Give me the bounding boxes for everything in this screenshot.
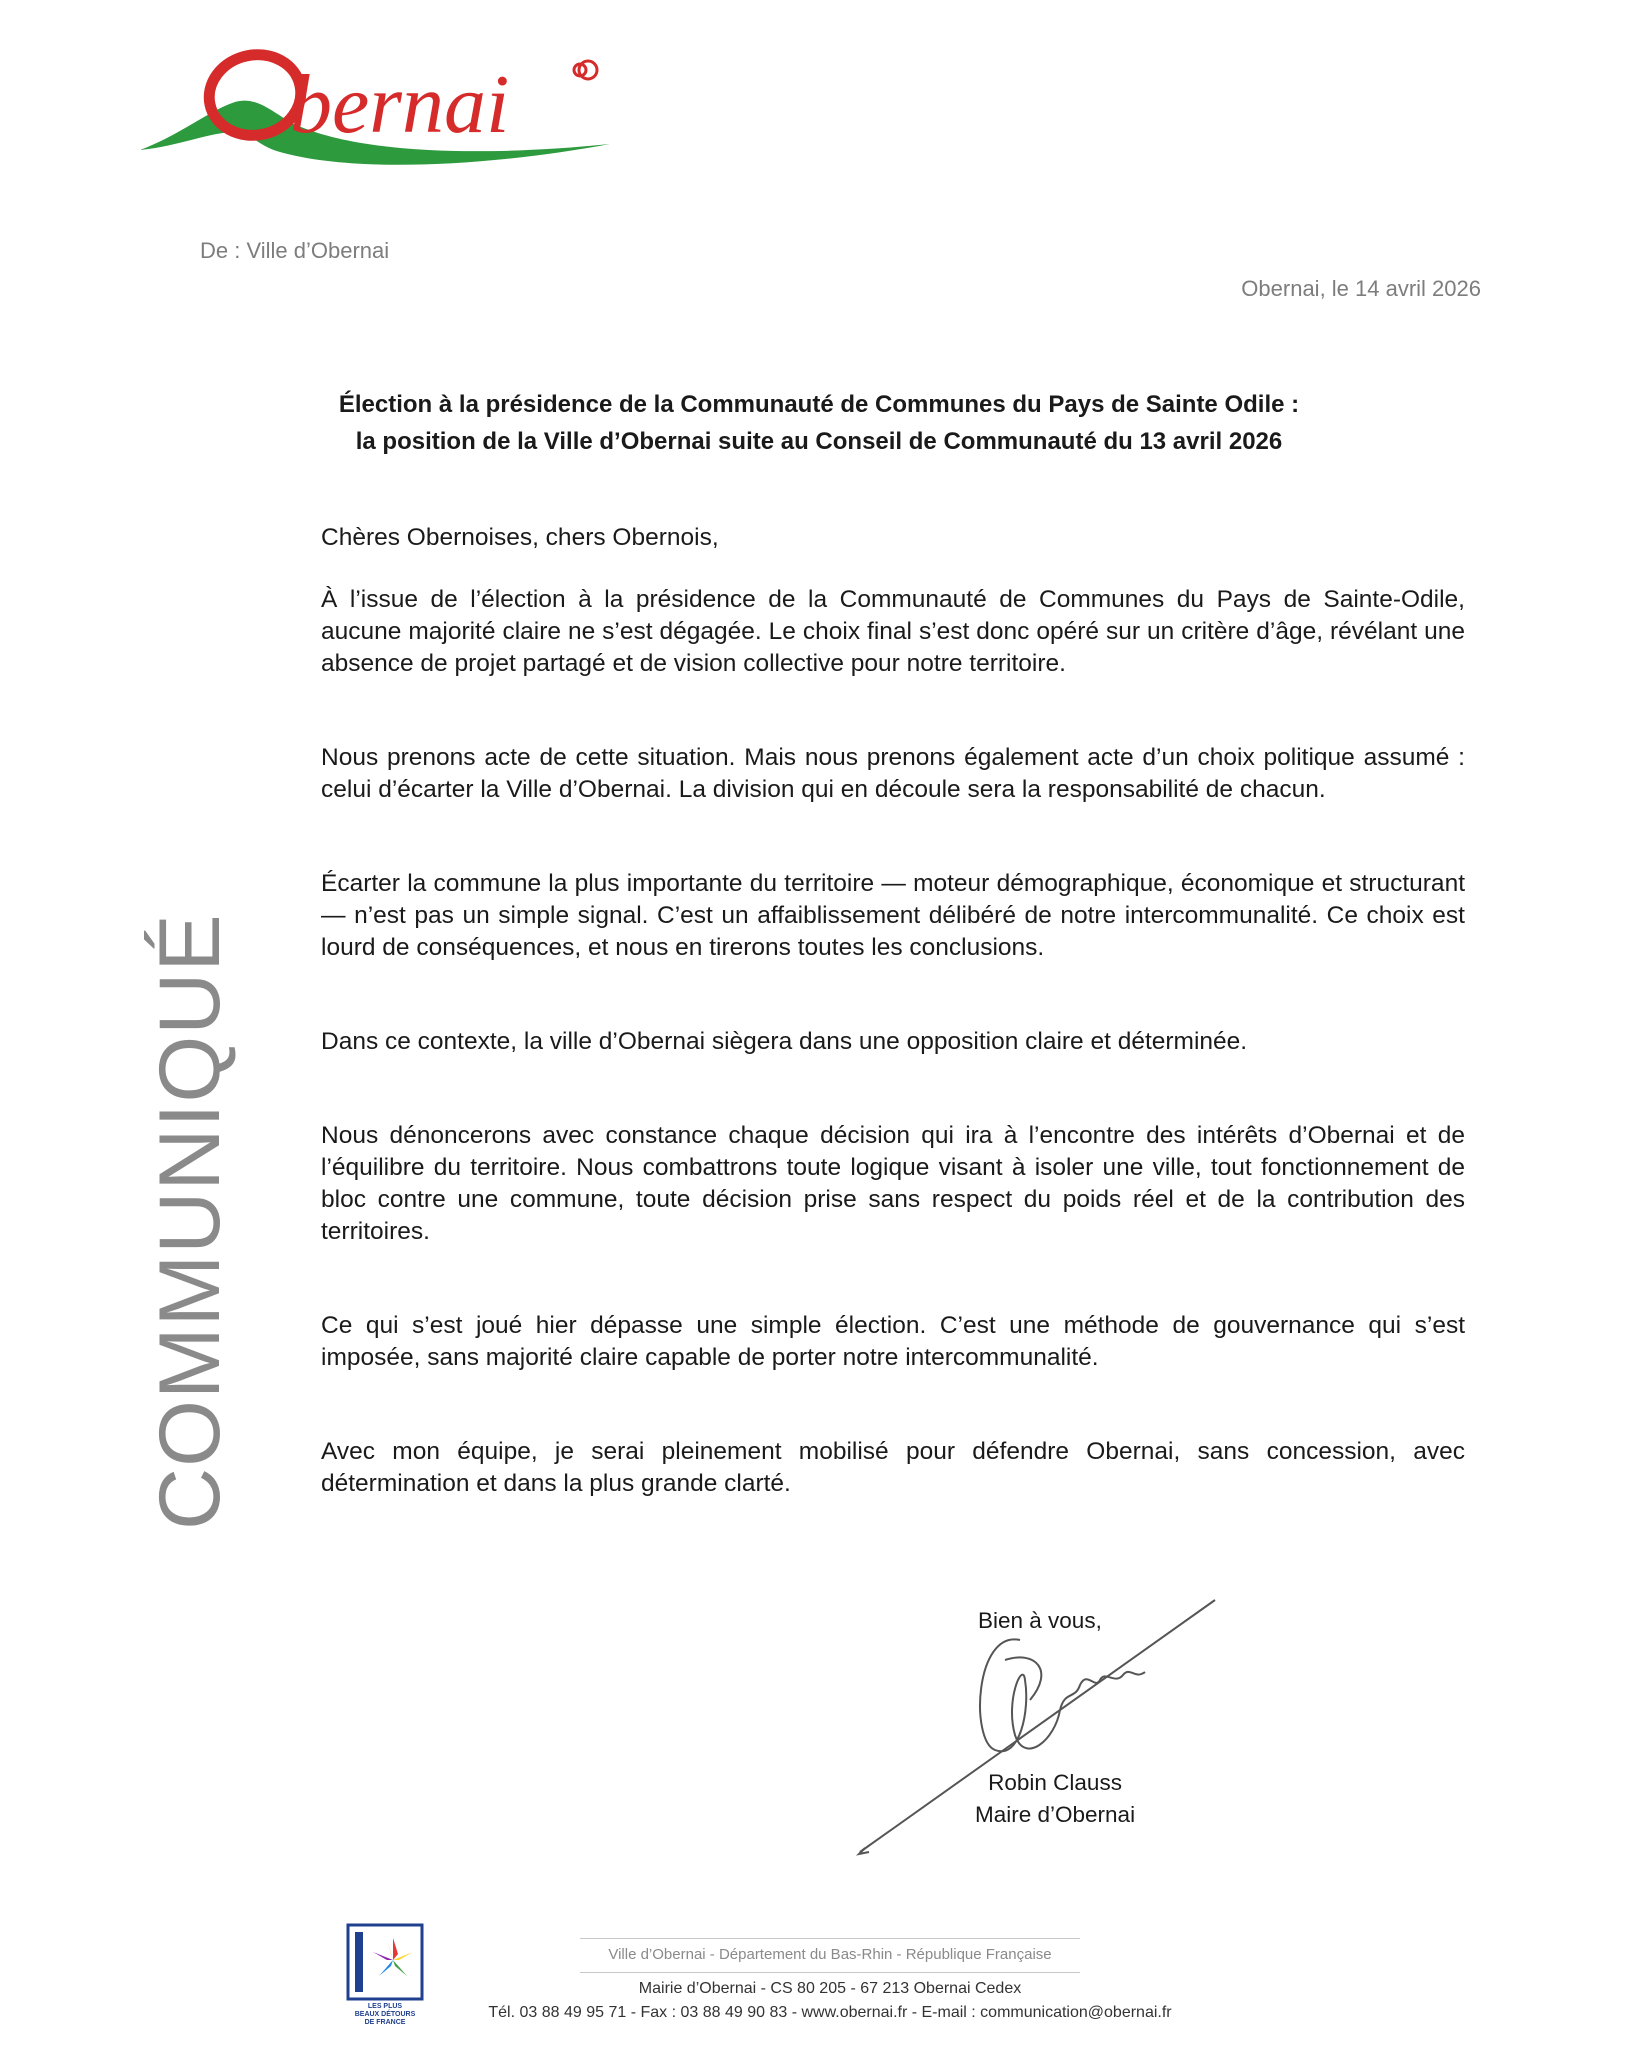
footer-line-2: Mairie d’Obernai - CS 80 205 - 67 213 Obernai Cedex [638, 1980, 1022, 1997]
title-line-1: Élection à la présidence de la Communauté de Communes du Pays de Sainte Odile : [338, 391, 1300, 418]
signatory [975, 1767, 1135, 1831]
title-line-2: la position de la Ville d’Obernai suite au Conseil de Communauté du 13 avril 2026 [355, 428, 1283, 455]
svg-text:LES PLUS: LES PLUS [367, 2003, 403, 2010]
paragraph: Nous dénoncerons avec constance chaque décision qui ira à l’encontre des intérêts d’Obernai et de l’équilibre du territoire. Nous combattrons toute logique visant à isoler une ville, tout fonctionnement de bloc contre une commune, toute décision prise sans respect du poids réel et de la contribution des territoires. [321, 1122, 1465, 1245]
greeting: Chères Obernoises, chers Obernois, [321, 524, 719, 551]
closing-salutation: Bien à vous, [978, 1608, 1102, 1633]
svg-text:BEAUX DÉTOURS: BEAUX DÉTOURS [354, 2011, 416, 2018]
paragraph: Avec mon équipe, je serai pleinement mobilisé pour défendre Obernai, sans concession, avec détermination et dans la plus grande clarté. [321, 1438, 1465, 1497]
date-line: Obernai, le 14 avril 2026 [1241, 276, 1481, 301]
obernai-logo [140, 40, 620, 180]
obernai-logo-graphic [140, 40, 620, 180]
press-release-title [250, 386, 1388, 460]
footer-rule [580, 1972, 1080, 1973]
paragraph: Dans ce contexte, la ville d’Obernai siègera dans une opposition claire et déterminée. [321, 1028, 1248, 1055]
paragraph: Nous prenons acte de cette situation. Mais nous prenons également acte d’un choix politique assumé : celui d’écarter la Ville d’Obernai. La division qui en découle sera la responsabilité de chacun. [321, 744, 1465, 803]
communique-vertical-label: COMMUNIQUÉ [142, 913, 238, 1530]
signatory-role: Maire d’Obernai [975, 1802, 1136, 1827]
footer-line-3: Tél. 03 88 49 95 71 - Fax : 03 88 49 90 83 - www.obernai.fr - E-mail : communication@obernai.fr [488, 2004, 1172, 2021]
footer-line-1: Ville d’Obernai - Département du Bas-Rhin - République Française [608, 1946, 1052, 1963]
paragraph: À l’issue de l’élection à la présidence de la Communauté de Communes du Pays de Sainte-Odile, aucune majorité claire ne s’est dégagée. Le choix final s’est donc opéré sur un critère d’âge, révélant une absence de projet partagé et de vision collective pour notre territoire. [321, 586, 1465, 677]
paragraph: Ce qui s’est joué hier dépasse une simple élection. C’est une méthode de gouvernance qui s’est imposée, sans majorité claire capable de porter notre intercommunalité. [321, 1312, 1465, 1371]
letter-body [321, 522, 1465, 1562]
signatory-name: Robin Clauss [988, 1770, 1122, 1795]
from-line: De : Ville d’Obernai [200, 238, 390, 263]
svg-text:DE FRANCE: DE FRANCE [364, 2019, 406, 2026]
badge-graphic [345, 1922, 425, 2026]
paragraph: Écarter la commune la plus importante du territoire — moteur démographique, économique et structurant — n’est pas un simple signal. C’est un affaiblissement délibéré de notre intercommunalité. Ce choix est lourd de conséquences, et nous en tirerons toutes les conclusions. [321, 870, 1465, 961]
plus-beaux-detours-badge [345, 1922, 425, 2026]
logo-wordmark: bernai [290, 58, 510, 151]
footer-rule [580, 1938, 1080, 1939]
